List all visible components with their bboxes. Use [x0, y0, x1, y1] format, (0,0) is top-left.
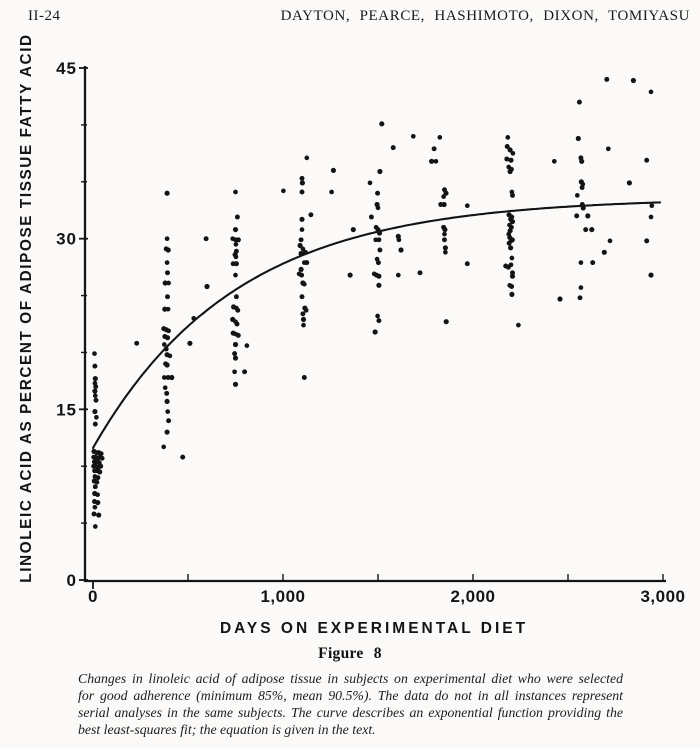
data-point	[644, 158, 649, 163]
x-axis-title: DAYS ON EXPERIMENTAL DIET	[219, 620, 529, 637]
data-point	[166, 328, 171, 333]
data-point	[411, 134, 416, 139]
data-point	[508, 245, 513, 250]
data-point	[590, 260, 595, 265]
data-point	[165, 430, 170, 435]
data-point	[376, 260, 381, 265]
data-point	[300, 311, 305, 316]
data-point	[96, 513, 101, 518]
data-point	[168, 354, 173, 359]
data-point	[235, 322, 240, 327]
caption-line-2: for good adherence (minimum 85%, mean 90.5%). The data do not in all instances represent	[78, 688, 623, 703]
data-point	[442, 237, 447, 242]
running-head-authors: DAYTON, PEARCE, HASHIMOTO, DIXON, TOMIYASU	[280, 8, 690, 24]
data-point	[242, 369, 247, 374]
data-point	[631, 78, 636, 83]
y-tick-label: 45	[56, 59, 77, 78]
data-point	[602, 250, 607, 255]
caption-line-4: best least-squares fit; the equation is given in the text.	[78, 722, 376, 737]
data-point	[509, 284, 514, 289]
data-point	[505, 135, 510, 140]
data-point	[299, 267, 304, 272]
data-point	[649, 203, 654, 208]
data-point	[232, 369, 237, 374]
data-point	[443, 245, 448, 250]
data-point	[583, 227, 588, 232]
data-point	[161, 445, 166, 450]
data-point	[134, 341, 139, 346]
data-point	[376, 283, 381, 288]
data-point	[574, 213, 579, 218]
data-point	[589, 227, 594, 232]
data-point	[233, 342, 238, 347]
data-point	[165, 236, 170, 241]
data-point	[552, 159, 557, 164]
data-point	[299, 273, 304, 278]
data-point	[92, 364, 97, 369]
data-point	[627, 180, 632, 185]
data-point	[348, 273, 353, 278]
data-point	[93, 422, 98, 427]
data-point	[509, 262, 514, 267]
data-point	[465, 203, 470, 208]
data-point	[164, 391, 169, 396]
data-point	[511, 151, 516, 156]
data-point	[432, 146, 437, 151]
data-point	[300, 227, 305, 232]
data-point	[329, 190, 334, 195]
caption-line-1: Changes in linoleic acid of adipose tissue in subjects on experimental diet who were selected	[78, 671, 623, 686]
data-point	[508, 169, 513, 174]
figure-label: Figure 8	[318, 645, 382, 662]
data-point	[376, 318, 381, 323]
data-point	[648, 273, 653, 278]
data-point	[233, 382, 238, 387]
data-point	[585, 213, 590, 218]
data-point	[234, 261, 239, 266]
data-point	[557, 296, 562, 301]
data-point	[302, 375, 307, 380]
data-point	[180, 455, 185, 460]
data-point	[204, 236, 209, 241]
data-point	[204, 284, 209, 289]
x-tick-label: 3,000	[640, 587, 686, 606]
data-point	[233, 227, 238, 232]
data-point	[94, 415, 99, 420]
page-number: II-24	[28, 8, 61, 24]
data-point	[465, 261, 470, 266]
data-point	[604, 77, 609, 82]
data-point	[299, 237, 304, 242]
data-point	[165, 294, 170, 299]
data-point	[576, 136, 581, 141]
data-point	[376, 206, 381, 211]
data-point	[509, 292, 514, 297]
data-point	[373, 329, 378, 334]
data-point	[97, 469, 102, 474]
data-point	[300, 294, 305, 299]
data-point	[165, 399, 170, 404]
data-point	[507, 241, 512, 246]
x-tick-label: 1,000	[260, 587, 306, 606]
data-point	[375, 314, 380, 319]
data-point	[281, 189, 286, 194]
data-point	[300, 190, 305, 195]
data-point	[304, 156, 309, 161]
data-point	[444, 319, 449, 324]
data-point	[508, 158, 513, 163]
data-point	[580, 185, 585, 190]
x-tick-label: 0	[88, 587, 98, 606]
data-point	[308, 212, 313, 217]
figure-caption	[78, 670, 623, 738]
data-point	[92, 409, 97, 414]
data-point	[442, 227, 447, 232]
data-point	[165, 270, 170, 275]
y-tick-label: 30	[56, 229, 77, 249]
data-point	[510, 274, 515, 279]
data-point	[95, 480, 100, 485]
data-point	[93, 376, 98, 381]
data-point	[575, 193, 580, 198]
data-point	[429, 159, 434, 164]
data-point	[92, 351, 97, 356]
data-point	[166, 247, 171, 252]
data-point	[234, 294, 239, 299]
data-point	[437, 135, 442, 140]
data-point	[443, 250, 448, 255]
data-point	[649, 90, 654, 95]
data-point	[442, 202, 447, 207]
data-point	[92, 389, 97, 394]
data-point	[377, 248, 382, 253]
data-point	[301, 317, 306, 322]
data-point	[166, 281, 171, 286]
data-point	[234, 255, 239, 260]
x-tick-label: 2,000	[450, 587, 496, 606]
data-point	[398, 247, 403, 252]
data-point	[165, 362, 170, 367]
data-point	[93, 393, 98, 398]
data-point	[376, 237, 381, 242]
data-point	[165, 191, 170, 196]
data-point	[233, 356, 238, 361]
data-point	[93, 384, 98, 389]
data-point	[302, 282, 307, 287]
data-point	[92, 512, 97, 517]
data-point	[187, 341, 192, 346]
data-point	[516, 323, 521, 328]
data-point	[232, 351, 237, 356]
data-point	[331, 168, 336, 173]
data-point	[233, 273, 238, 278]
data-point	[510, 193, 515, 198]
data-point	[169, 375, 174, 380]
y-axis-title: LINOLEIC ACID AS PERCENT OF ADIPOSE TISSUE FATTY ACID	[18, 33, 35, 583]
data-point	[166, 307, 171, 312]
y-tick-label: 0	[66, 571, 77, 590]
data-point	[397, 237, 402, 242]
data-point	[649, 215, 654, 220]
data-point	[577, 100, 582, 105]
data-point	[95, 500, 100, 505]
data-point	[434, 159, 439, 164]
data-point	[301, 323, 306, 328]
data-point	[234, 242, 239, 247]
y-tick-label: 15	[56, 400, 77, 420]
caption-line-3: serial analyses in the same subjects. The curve describes an exponential function providing the	[78, 705, 623, 720]
data-point	[299, 217, 304, 222]
data-point	[396, 273, 401, 278]
data-point	[100, 456, 105, 461]
data-point	[236, 333, 241, 338]
data-point	[300, 176, 305, 181]
data-point	[579, 159, 584, 164]
data-point	[93, 524, 98, 529]
data-point	[235, 308, 240, 313]
data-point	[304, 260, 309, 265]
data-point	[379, 121, 384, 126]
data-point	[579, 260, 584, 265]
data-point	[300, 180, 305, 185]
data-point	[95, 492, 100, 497]
data-point	[245, 343, 250, 348]
data-point	[94, 398, 99, 403]
data-point	[233, 190, 238, 195]
data-point	[98, 464, 103, 469]
data-point	[608, 239, 613, 244]
data-point	[162, 342, 167, 347]
data-point	[93, 484, 98, 489]
data-point	[391, 145, 396, 150]
data-point	[369, 215, 374, 220]
data-point	[578, 295, 583, 300]
data-point	[376, 274, 381, 279]
data-point	[165, 335, 170, 340]
data-point	[418, 270, 423, 275]
data-point	[93, 505, 98, 510]
data-point	[163, 385, 168, 390]
data-point	[510, 256, 515, 261]
data-point	[644, 238, 649, 243]
data-point	[442, 232, 447, 237]
data-point	[165, 260, 170, 265]
data-point	[375, 191, 380, 196]
data-point	[606, 146, 611, 151]
axes	[85, 66, 666, 581]
data-point	[441, 194, 446, 199]
data-point	[236, 237, 241, 242]
data-point	[166, 418, 171, 423]
data-point	[368, 181, 373, 186]
data-point	[579, 285, 584, 290]
data-point	[304, 308, 309, 313]
data-point	[165, 409, 170, 414]
data-point	[235, 215, 240, 220]
data-point	[351, 227, 356, 232]
data-point	[377, 169, 382, 174]
